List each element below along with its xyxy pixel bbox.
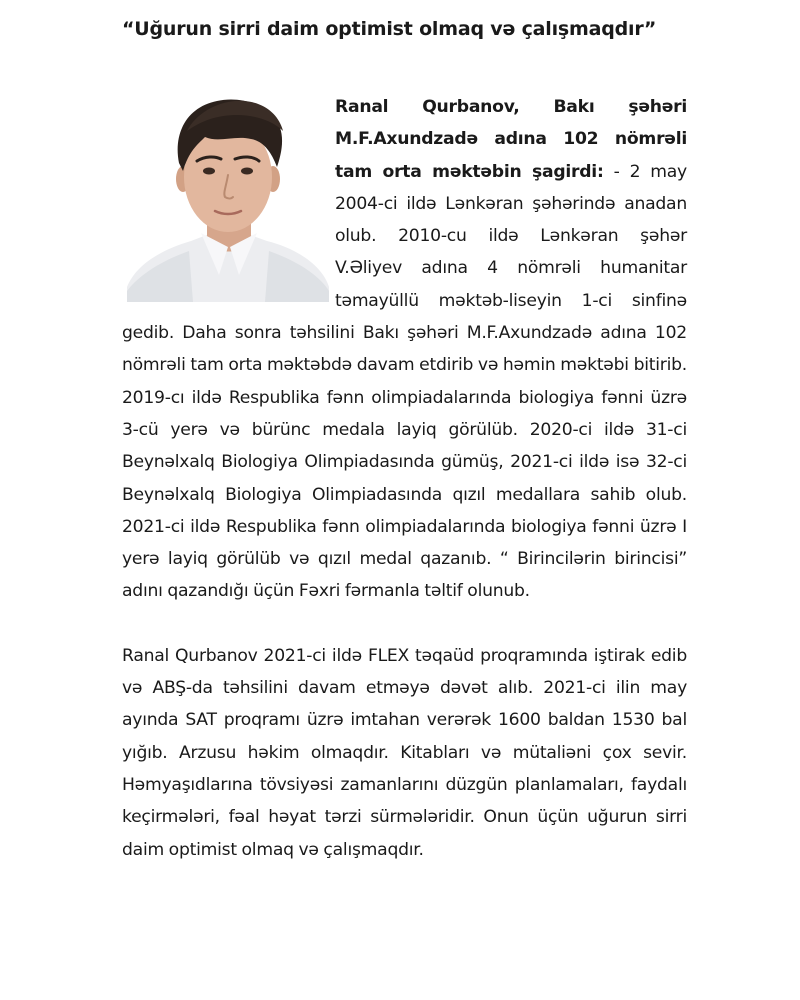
paragraph-flex: Ranal Qurbanov 2021-ci ildə FLEX təqaüd proqramında iştirak edib və ABŞ-da təhsilini davam etməyə dəvət alıb. 2021-ci ilin may ayında SAT proqramı üzrə imtahan verərək 1600 baldan 1530 bal yığıb. Arzusu həkim olmaqdır. Kitabları və mütaliəni çox sevir. Həmyaşıdlarına tövsiyəsi zamanlarını düzgün planlamaları, faydalı keçirmələri, fəal həyat tərzi sürmələridir. Onun üçün uğurun sirri daim optimist olmaq və çalışmaqdır.	[122, 645, 687, 860]
paragraph-intro-lead: Ranal Qurbanov, Bakı şəhəri M.F.Axundzadə adına 102 nömrəli tam orta məktəbin şagirdi:	[335, 97, 687, 182]
paragraph-intro-body: - 2 may 2004-ci ildə Lənkəran şəhərində anadan olub. 2010-cu ildə Lənkəran şəhər V.Əliyev adına 4 nömrəli humanitar təmayüllü məktəb-liseyin 1-ci sinfinə gedib. Daha sonra təhsilini Bakı şəhəri M.F.Axundzadə adına 102 nömrəli tam orta məktəbdə davam etdirib və həmin məktəbi bitirib. 2019-cı ildə Respublika fənn olimpiadalarında biologiya fənni üzrə 3-cü yerə və bürünc medala layiq görülüb. 2020-ci ildə 31-ci Beynəlxalq Biologiya Olimpiadasında gümüş, 2021-ci ildə isə 32-ci Beynəlxalq Biologiya Olimpiadasında qızıl medallara sahib olub. 2021-ci ildə Respublika fənn olimpiadalarında biologiya fənni üzrə I yerə layiq görülüb və qızıl medal qazanıb. “ Birincilərin birincisi” adını qazandığı üçün Fəxri fərmanla təltif olunub.	[122, 161, 687, 602]
portrait-photo	[127, 91, 329, 302]
portrait-illustration	[127, 91, 329, 302]
article-title: “Uğurun sirri daim optimist olmaq və çalışmaqdır”	[122, 18, 657, 40]
article	[122, 14, 687, 866]
